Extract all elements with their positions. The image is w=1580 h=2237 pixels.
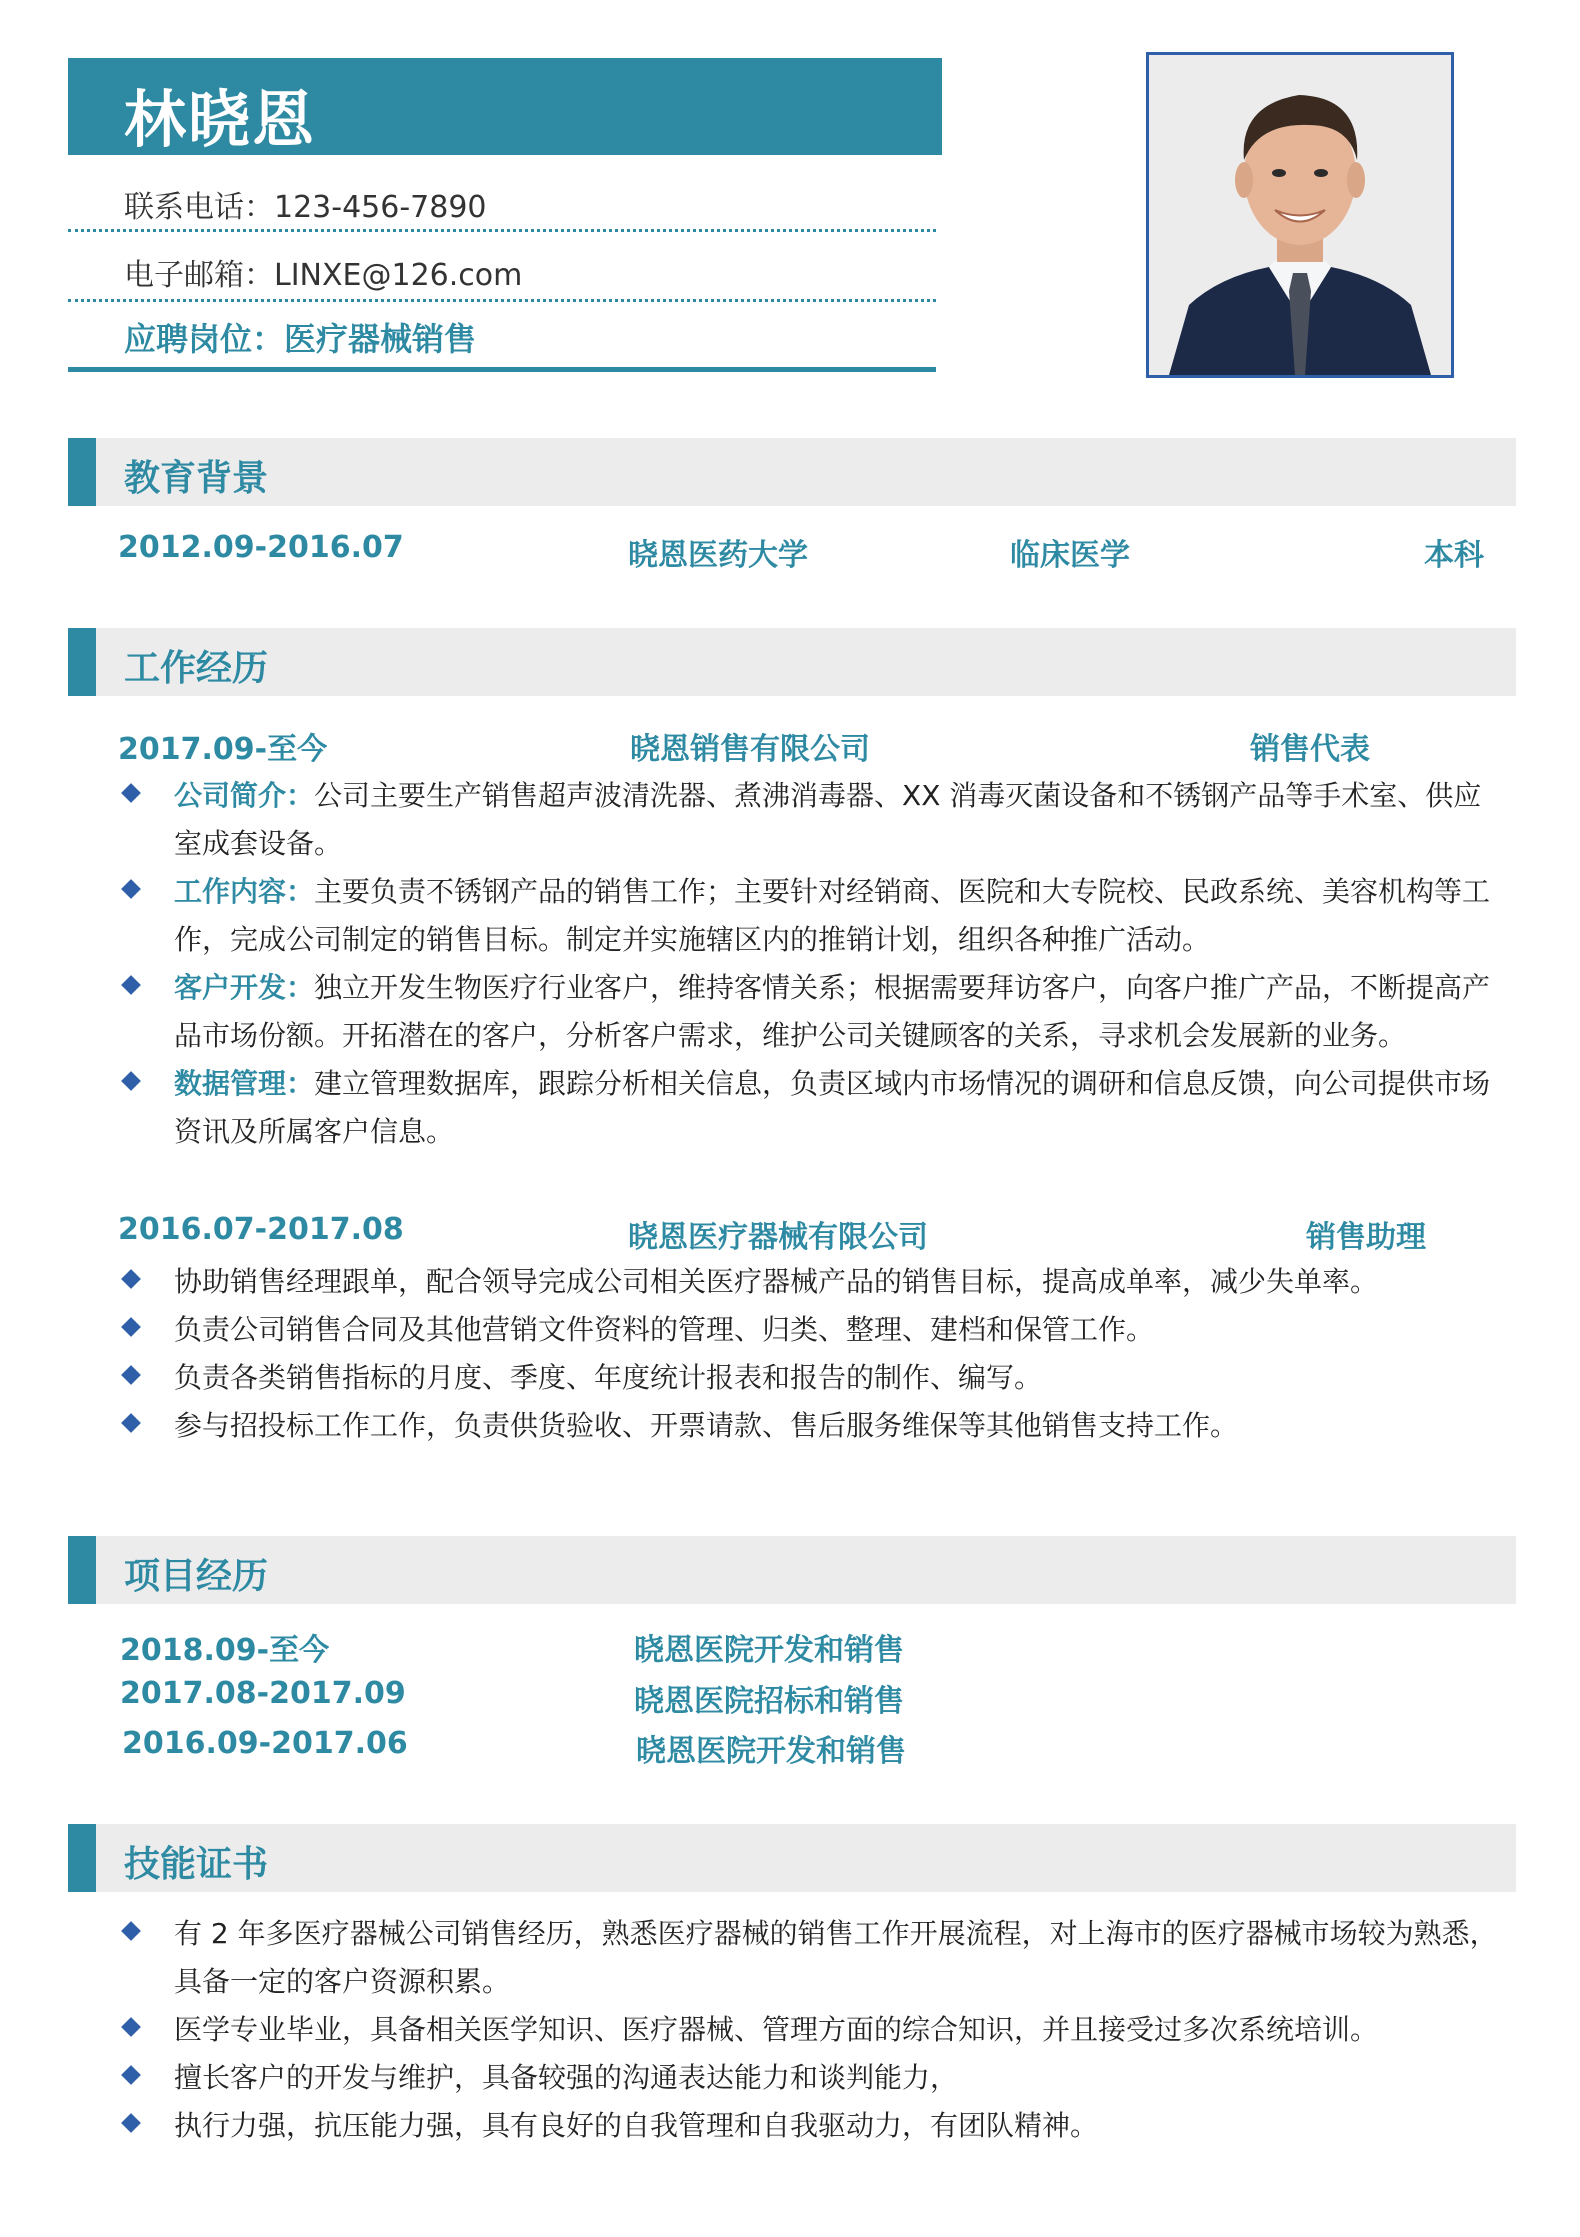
item-label: 客户开发：	[174, 971, 315, 1004]
item-label: 工作内容：	[174, 875, 315, 908]
education-major: 临床医学	[1010, 538, 1130, 573]
project-date: 2018.09-至今	[120, 1633, 330, 1668]
project-name: 晓恩医院招标和销售	[634, 1684, 904, 1719]
job-position: 销售代表	[1250, 732, 1370, 767]
item-text: 负责各类销售指标的月度、季度、年度统计报表和报告的制作、编写。	[174, 1361, 1043, 1394]
job-company: 晓恩销售有限公司	[630, 732, 870, 767]
item-label: 公司简介：	[174, 779, 315, 812]
diamond-bullet-icon	[121, 783, 141, 803]
list-item	[120, 868, 1500, 964]
list-item	[120, 1354, 1500, 1402]
profile-photo	[1146, 52, 1454, 378]
item-text: 独立开发生物医疗行业客户，维持客情关系；根据需要拜访客户，向客户推广产品，不断提高产品市场份额。开拓潜在的客户，分析客户需求，维护公司关键顾客的关系，寻求机会发展新的业务。	[174, 971, 1491, 1052]
list-item	[120, 1060, 1500, 1156]
phone-line: 联系电话：123-456-7890	[124, 190, 487, 225]
education-degree: 本科	[1424, 538, 1484, 573]
section-projects	[68, 1536, 1516, 1604]
section-education	[68, 438, 1516, 506]
item-text: 执行力强，抗压能力强，具有良好的自我管理和自我驱动力，有团队精神。	[174, 2109, 1099, 2142]
diamond-bullet-icon	[121, 1413, 141, 1433]
divider	[68, 299, 936, 302]
section-title: 工作经历	[124, 648, 269, 689]
item-text: 擅长客户的开发与维护，具备较强的沟通表达能力和谈判能力，	[174, 2061, 959, 2094]
item-label: 数据管理：	[174, 1067, 315, 1100]
email-line: 电子邮箱：LINXE@126.com	[124, 258, 523, 293]
job-date: 2017.09-至今	[118, 732, 328, 767]
item-text: 建立管理数据库，跟踪分析相关信息，负责区域内市场情况的调研和信息反馈，向公司提供市场资讯及所属客户信息。	[174, 1067, 1491, 1148]
job-company: 晓恩医疗器械有限公司	[628, 1220, 928, 1255]
list-item	[120, 1402, 1500, 1450]
job-date: 2016.07-2017.08	[118, 1212, 404, 1247]
list-item	[120, 2102, 1500, 2150]
diamond-bullet-icon	[121, 1269, 141, 1289]
person-icon	[1149, 55, 1451, 375]
section-title: 技能证书	[124, 1844, 269, 1885]
section-title: 教育背景	[124, 458, 269, 499]
diamond-bullet-icon	[121, 1921, 141, 1941]
diamond-bullet-icon	[121, 2113, 141, 2133]
item-text: 负责公司销售合同及其他营销文件资料的管理、归类、整理、建档和保管工作。	[174, 1313, 1155, 1346]
section-title: 项目经历	[124, 1556, 269, 1597]
divider	[68, 367, 936, 372]
divider	[68, 229, 936, 232]
list-item	[120, 772, 1500, 868]
education-school: 晓恩医药大学	[628, 538, 808, 573]
section-skills	[68, 1824, 1516, 1892]
candidate-name: 林晓恩	[124, 83, 317, 156]
section-work	[68, 628, 1516, 696]
item-text: 公司主要生产销售超声波清洗器、煮沸消毒器、XX 消毒灭菌设备和不锈钢产品等手术室、供应室成套设备。	[174, 779, 1482, 860]
section-accent	[68, 438, 96, 506]
job-target: 应聘岗位：医疗器械销售	[124, 320, 477, 358]
list-item	[120, 1258, 1500, 1306]
project-name: 晓恩医院开发和销售	[636, 1734, 906, 1769]
project-name: 晓恩医院开发和销售	[634, 1633, 904, 1668]
diamond-bullet-icon	[121, 2065, 141, 2085]
list-item	[120, 964, 1500, 1060]
diamond-bullet-icon	[121, 1071, 141, 1091]
name-banner	[68, 58, 942, 155]
section-accent	[68, 628, 96, 696]
list-item	[120, 1306, 1500, 1354]
section-accent	[68, 1824, 96, 1892]
item-text: 参与招投标工作工作，负责供货验收、开票请款、售后服务维保等其他销售支持工作。	[174, 1409, 1239, 1442]
diamond-bullet-icon	[121, 1317, 141, 1337]
item-text: 主要负责不锈钢产品的销售工作；主要针对经销商、医院和大专院校、民政系统、美容机构等工作，完成公司制定的销售目标。制定并实施辖区内的推销计划，组织各种推广活动。	[174, 875, 1491, 956]
section-accent	[68, 1536, 96, 1604]
project-date: 2017.08-2017.09	[120, 1676, 406, 1711]
job-position: 销售助理	[1306, 1220, 1426, 1255]
list-item	[120, 1910, 1500, 2006]
education-date: 2012.09-2016.07	[118, 530, 404, 565]
diamond-bullet-icon	[121, 2017, 141, 2037]
diamond-bullet-icon	[121, 879, 141, 899]
diamond-bullet-icon	[121, 1365, 141, 1385]
item-text: 协助销售经理跟单，配合领导完成公司相关医疗器械产品的销售目标，提高成单率，减少失单率。	[174, 1265, 1379, 1298]
item-text: 医学专业毕业，具备相关医学知识、医疗器械、管理方面的综合知识，并且接受过多次系统培训。	[174, 2013, 1379, 2046]
item-text: 有 2 年多医疗器械公司销售经历，熟悉医疗器械的销售工作开展流程，对上海市的医疗器械市场较为熟悉，具备一定的客户资源积累。	[174, 1917, 1498, 1998]
project-date: 2016.09-2017.06	[122, 1726, 408, 1761]
list-item	[120, 2054, 1500, 2102]
list-item	[120, 2006, 1500, 2054]
diamond-bullet-icon	[121, 975, 141, 995]
